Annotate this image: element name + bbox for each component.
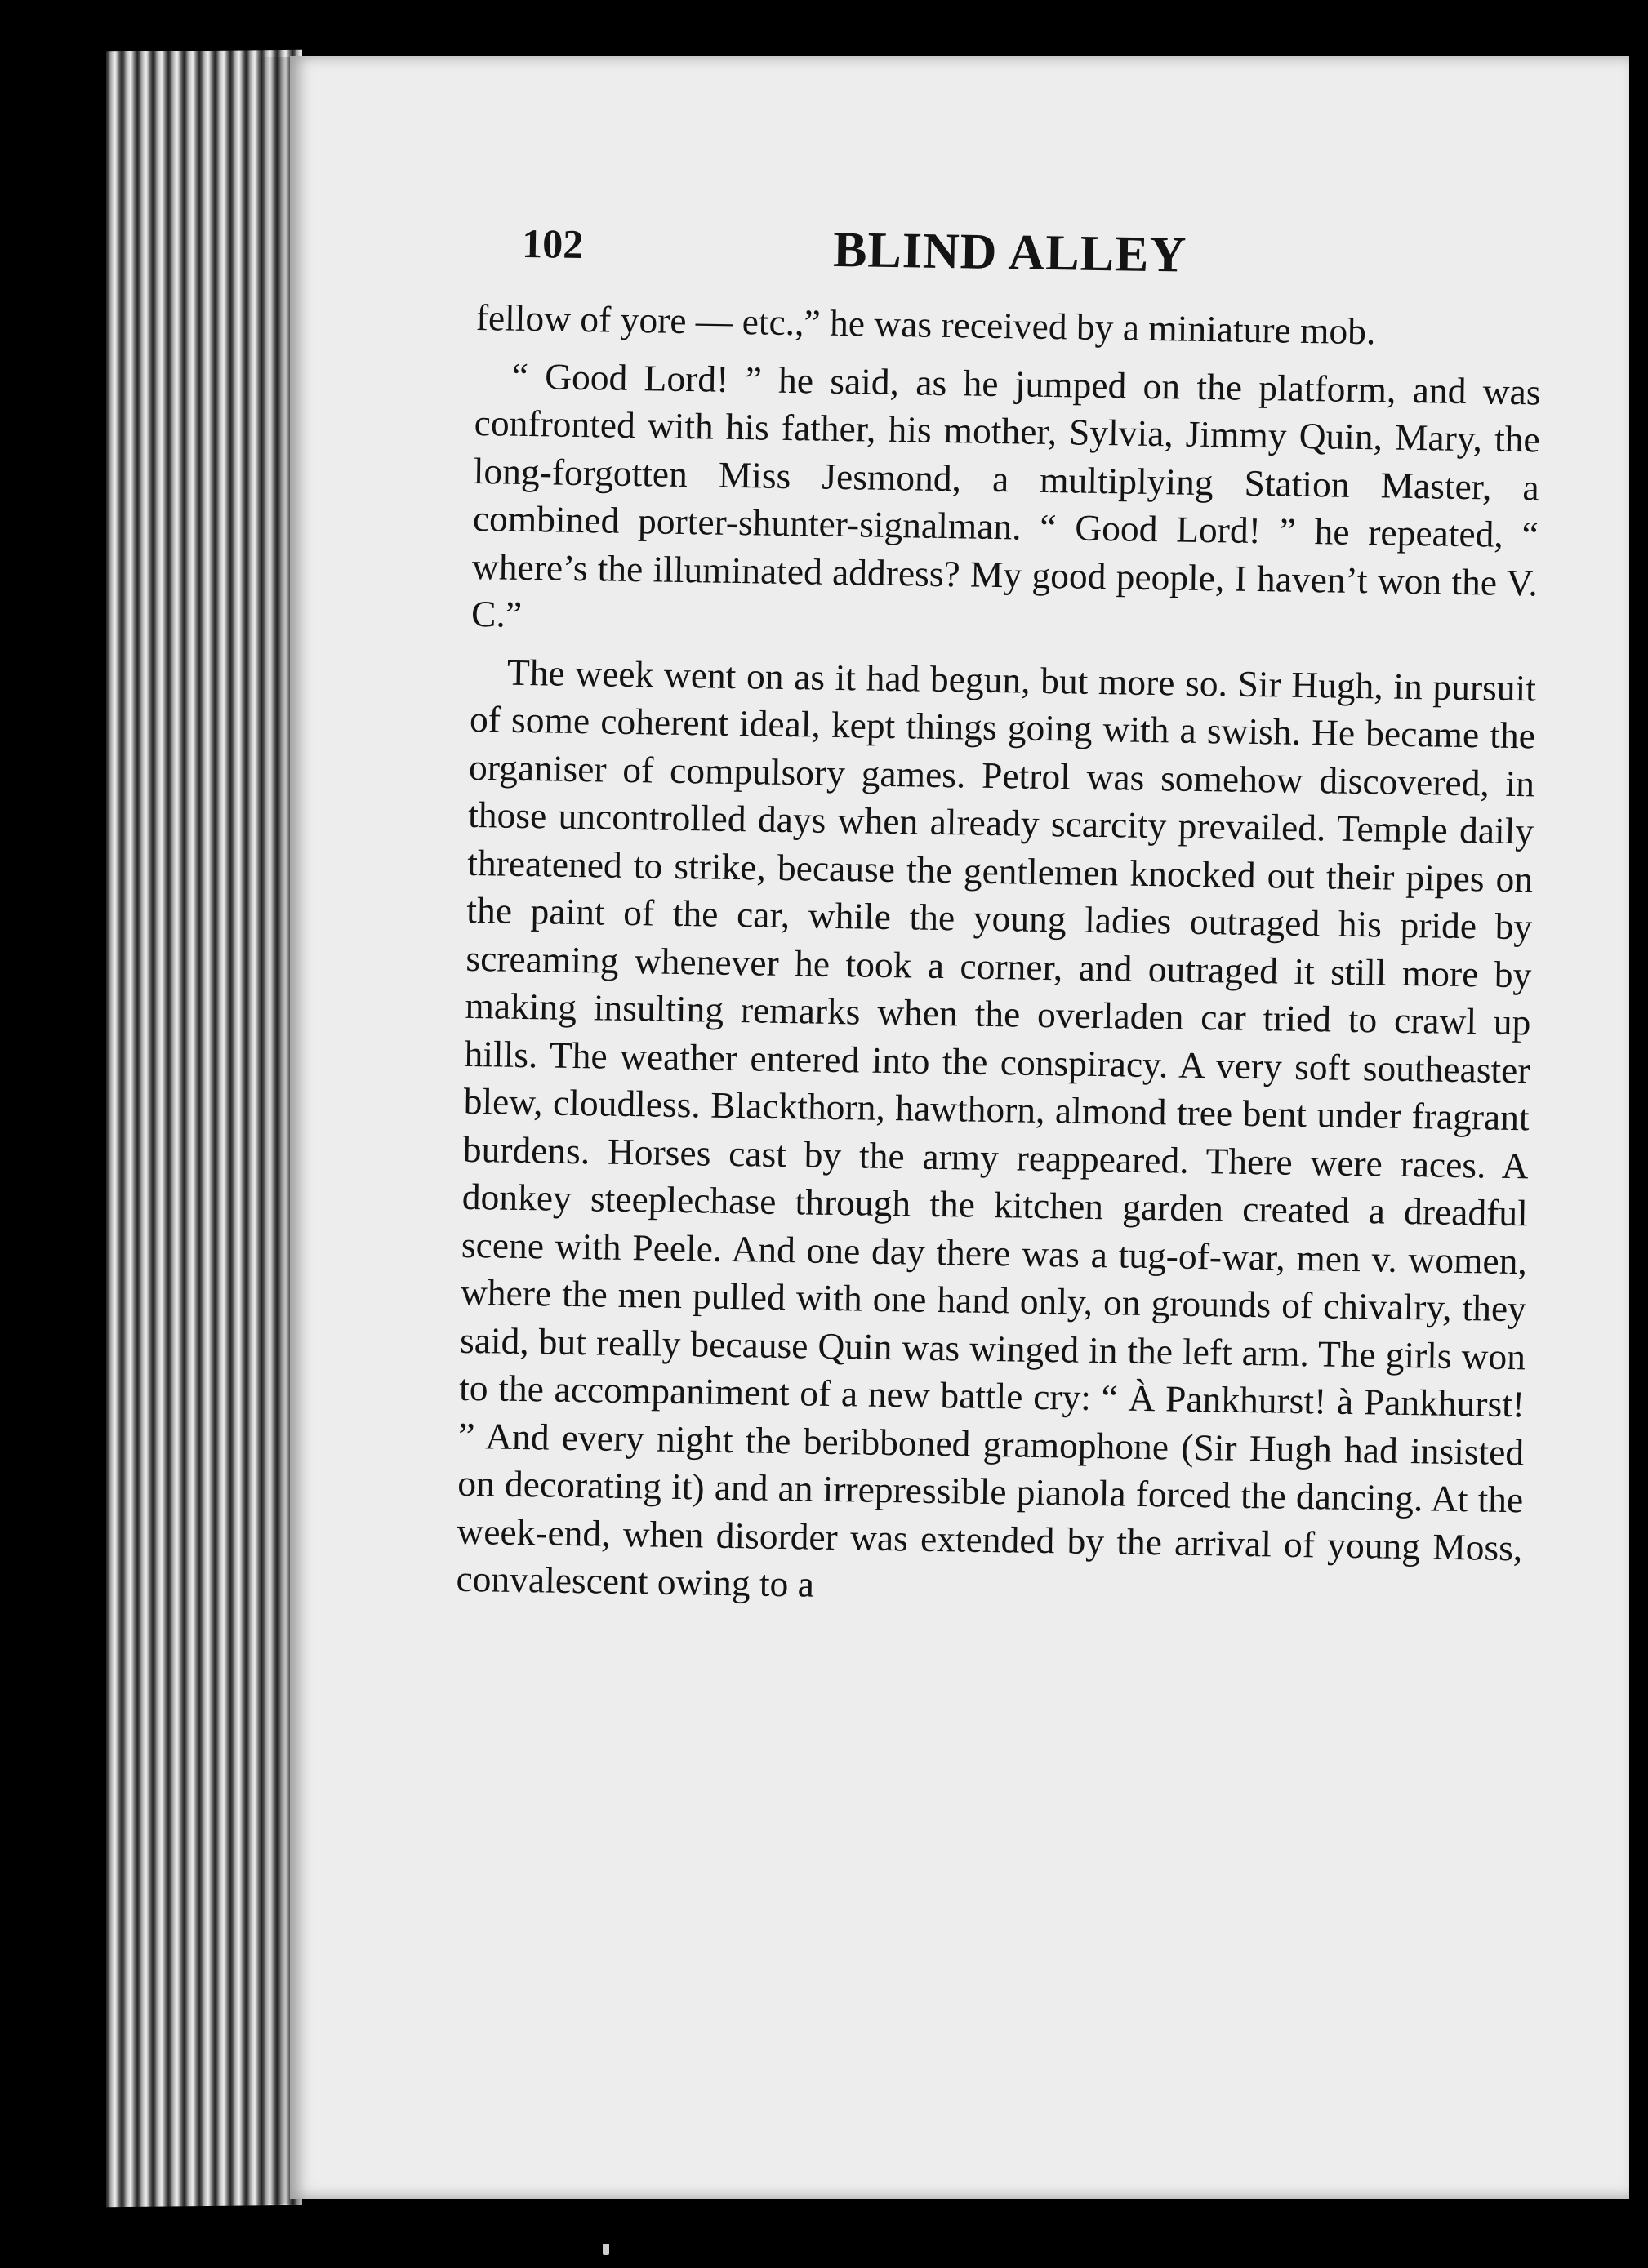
scan-artifact: [603, 2244, 609, 2255]
body-text: [456, 294, 1542, 1620]
page-content: [456, 204, 1543, 1620]
running-head: [476, 204, 1543, 310]
paragraph: “ Good Lord! ” he said, as he jumped on the platform, and was confronted with his father, his mother, Sylvia, Jimmy Quin, Mary, the long-forgotten Miss Jesmond, a multiplying Station Master, a combined porter-shunter-signalman. “ Good Lord! ” he repeated, “ where’s the illuminated address? My good people, I haven’t won the V. C.”: [470, 354, 1541, 635]
running-title: BLIND ALLEY: [832, 221, 1187, 283]
paragraph: The week went on as it had begun, but more so. Sir Hugh, in pursuit of some coherent ideal, kept things going with a swish. He became the organiser of compulsory games. Petrol was somehow discovered, in those uncontrolled days when already scarcity prevailed. Temple daily threatened to strike, because the gentlemen knocked out their pipes on the paint of the car, while the young ladies outraged his pride by screaming whenever he took a corner, and outraged it still more by making insulting remarks when the overladen car tried to crawl up hills. The weather entered into the conspiracy. A very soft southeaster blew, cloudless. Blackthorn, hawthorn, almond tree bent under fragrant burdens. Horses cast by the army reappeared. There were races. A donkey steeplechase through the kitchen garden created a dreadful scene with Peele. And one day there was a tug-of-war, men v. women, where the men pulled with one hand only, on grounds of chivalry, they said, but really because Quin was winged in the left arm. The girls won to the accompaniment of a new battle cry: “ À Pankhurst! à Pankhurst! ” And every night the beribboned gramophone (Sir Hugh had insisted on decorating it) and an irrepressible pianola forced the dancing. At the week-end, when disorder was extended by the arrival of young Moss, convalescent owing to a: [456, 651, 1537, 1605]
paragraph-continued: fellow of yore — etc.,” he was received by a miniature mob.: [475, 296, 1376, 353]
page-number: 102: [521, 220, 584, 268]
